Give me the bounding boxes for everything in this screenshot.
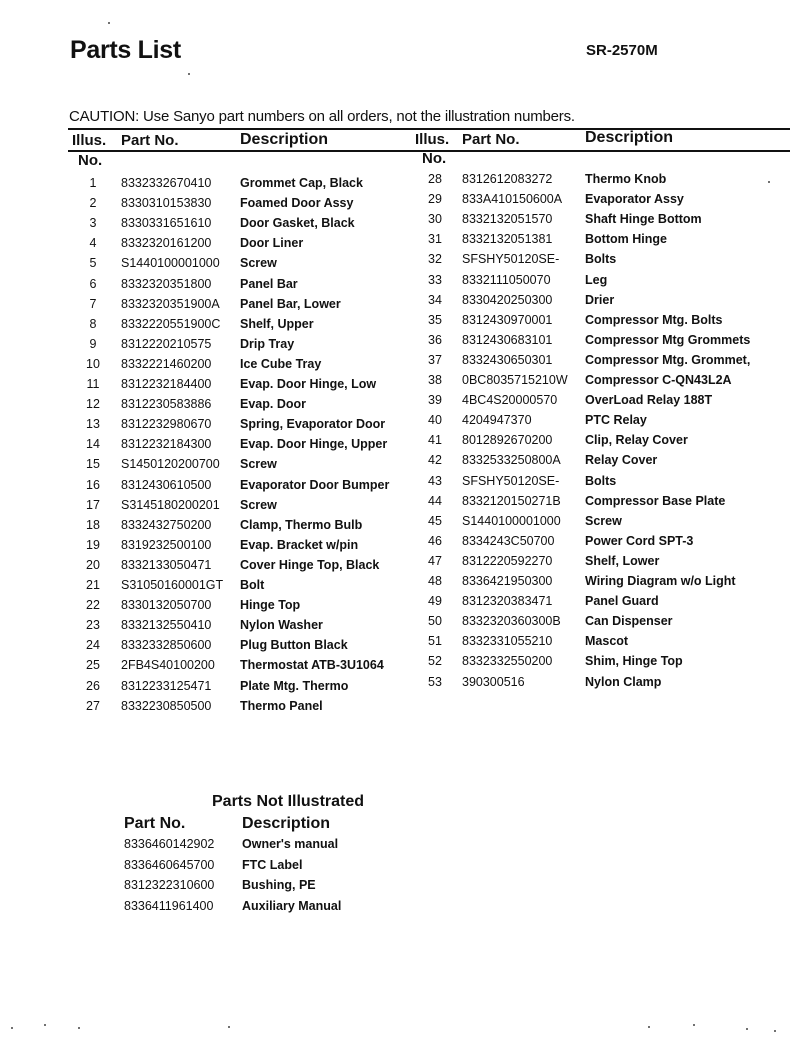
illus-number: 36	[428, 332, 442, 347]
illus-number: 43	[428, 473, 442, 488]
part-description: Nylon Washer	[240, 618, 323, 633]
pni-description: Auxiliary Manual	[242, 898, 342, 913]
part-description: Door Liner	[240, 236, 304, 251]
part-number: 8330420250300	[462, 292, 553, 307]
part-number: 8330132050700	[121, 598, 212, 613]
illus-number: 15	[86, 457, 100, 472]
part-description: Evaporator Door Bumper	[240, 477, 390, 492]
illus-number: 51	[428, 634, 442, 649]
header-illus-left: Illus.	[72, 132, 107, 149]
part-description: Evap. Door Hinge, Low	[240, 377, 377, 391]
illus-number: 47	[428, 553, 442, 568]
table-row	[0, 474, 808, 494]
illus-number: 23	[86, 618, 100, 633]
part-description: Wiring Diagram w/o Light	[585, 574, 736, 588]
table-row	[0, 313, 808, 333]
part-number: 4204947370	[462, 413, 532, 428]
illus-number: 50	[428, 614, 442, 629]
pni-part-number: 8336460645700	[124, 857, 215, 872]
part-number: 8312220210575	[121, 336, 212, 351]
table-row	[0, 273, 808, 293]
header-part-no-right: Part No.	[462, 131, 520, 148]
illus-number: 41	[428, 433, 442, 448]
part-description: Clamp, Thermo Bulb	[240, 517, 363, 532]
part-number: 8332332550200	[462, 654, 553, 669]
scan-speck	[78, 1027, 80, 1029]
illus-number: 6	[89, 276, 97, 291]
part-number: 8332533250800A	[462, 453, 561, 468]
illus-number: 10	[86, 356, 100, 371]
part-description: Nylon Clamp	[585, 674, 662, 689]
table-row	[0, 212, 808, 232]
part-number: 8312232980670	[121, 417, 212, 432]
part-description: Mascot	[585, 634, 629, 649]
pni-description: Owner's manual	[242, 837, 339, 851]
part-number: 8332221460200	[121, 356, 212, 371]
pni-header-description: Description	[242, 815, 331, 832]
part-description: Clip, Relay Cover	[585, 433, 688, 448]
illus-number: 20	[86, 557, 100, 572]
part-number: 8312430970001	[462, 312, 553, 327]
scan-speck	[188, 73, 190, 75]
illus-number: 35	[428, 312, 442, 327]
illus-number: 5	[89, 256, 97, 271]
scan-speck	[774, 1030, 776, 1032]
part-description: Ice Cube Tray	[240, 356, 322, 371]
table-row	[0, 433, 808, 453]
pni-part-number: 8336411961400	[124, 898, 214, 913]
part-description: Compressor C-QN43L2A	[585, 373, 732, 387]
part-description: Panel Bar	[240, 276, 298, 291]
part-description: PTC Relay	[585, 413, 647, 428]
part-number: 8312232184400	[121, 377, 212, 391]
scan-speck	[768, 181, 770, 183]
illus-number: 46	[428, 533, 442, 548]
part-number: 8332120150271B	[462, 493, 561, 508]
part-description: Bolt	[240, 578, 265, 592]
part-number: 8332320351800	[121, 276, 212, 291]
illus-number: 1	[89, 176, 97, 190]
illus-number: 53	[428, 674, 442, 689]
part-description: Spring, Evaporator Door	[240, 417, 386, 432]
list-item	[0, 899, 808, 919]
scan-speck	[44, 1024, 46, 1026]
part-number: 8332320360300B	[462, 614, 561, 629]
part-description: Plate Mtg. Thermo	[240, 678, 349, 693]
table-row	[0, 353, 808, 373]
part-number: 0BC8035715210W	[462, 373, 568, 387]
part-number: 390300516	[462, 674, 525, 689]
part-number: 8312232184300	[121, 437, 212, 452]
part-description: Bolts	[585, 252, 617, 267]
illus-number: 40	[428, 413, 442, 428]
part-description: Can Dispenser	[585, 614, 673, 629]
pni-description: FTC Label	[242, 857, 303, 872]
part-description: Bottom Hinge	[585, 232, 667, 247]
illus-number: 27	[86, 698, 100, 713]
scan-speck	[108, 22, 110, 24]
illus-number: 19	[86, 537, 100, 552]
part-number: 8332331055210	[462, 634, 553, 649]
part-description: Panel Bar, Lower	[240, 296, 341, 311]
illus-number: 49	[428, 594, 442, 609]
part-number: 2FB4S40100200	[121, 658, 215, 673]
part-number: 8332320351900A	[121, 296, 220, 311]
table-row	[0, 192, 808, 212]
table-row	[0, 252, 808, 272]
illus-number: 3	[89, 216, 97, 231]
part-description: Relay Cover	[585, 453, 658, 468]
illus-number: 25	[86, 658, 100, 673]
part-number: 8330331651610	[121, 216, 212, 231]
part-number: S1440100001000	[121, 256, 220, 271]
illus-number: 37	[428, 352, 442, 367]
part-number: 8332332670410	[121, 176, 212, 190]
part-description: Thermo Knob	[585, 172, 667, 186]
part-description: Screw	[240, 457, 277, 472]
illus-number: 32	[428, 252, 442, 267]
part-description: Door Gasket, Black	[240, 216, 355, 231]
table-row	[0, 675, 808, 695]
table-row	[0, 574, 808, 594]
illus-number: 29	[428, 192, 442, 207]
illus-number: 4	[89, 236, 97, 251]
part-number: 8332111050070	[462, 272, 551, 287]
part-number: 8312612083272	[462, 172, 553, 186]
part-description: Thermo Panel	[240, 698, 323, 713]
part-number: S1450120200700	[121, 457, 220, 472]
part-description: Grommet Cap, Black	[240, 176, 363, 190]
part-description: Compressor Mtg Grommets	[585, 332, 751, 347]
header-illus-right: Illus.	[415, 131, 450, 148]
part-number: 8312220592270	[462, 553, 553, 568]
part-number: 8332132550410	[121, 618, 212, 633]
part-description: Bolts	[585, 473, 617, 488]
part-number: 8312320383471	[462, 594, 553, 609]
part-description: Evap. Bracket w/pin	[240, 537, 359, 552]
table-row	[0, 654, 808, 674]
part-description: Hinge Top	[240, 598, 301, 613]
table-top-rule	[68, 128, 790, 130]
part-description: Power Cord SPT-3	[585, 533, 694, 548]
illus-number: 31	[428, 232, 442, 247]
table-row	[0, 293, 808, 313]
part-number: S31050160001GT	[121, 578, 224, 592]
illus-number: 16	[86, 477, 100, 492]
part-description: Drier	[585, 292, 615, 307]
part-number: 833A410150600A	[462, 192, 563, 207]
part-number: 8012892670200	[462, 433, 553, 448]
pni-part-number: 8312322310600	[124, 878, 215, 892]
illus-number: 38	[428, 373, 442, 387]
list-item	[0, 878, 808, 898]
part-description: Foamed Door Assy	[240, 196, 354, 211]
part-description: Shaft Hinge Bottom	[585, 212, 702, 227]
illus-number: 24	[86, 638, 100, 653]
table-row	[0, 333, 808, 353]
table-row	[0, 453, 808, 473]
list-item	[0, 837, 808, 857]
part-description: OverLoad Relay 188T	[585, 393, 713, 408]
part-description: Shim, Hinge Top	[585, 654, 683, 669]
part-number: 8332132051381	[462, 232, 553, 247]
scan-speck	[11, 1027, 13, 1029]
scan-speck	[228, 1026, 230, 1028]
header-no-left: No.	[78, 152, 103, 169]
part-description: Drip Tray	[240, 336, 295, 351]
illus-number: 13	[86, 417, 100, 432]
illus-number: 39	[428, 393, 442, 408]
part-number: 8312430683101	[462, 332, 553, 347]
illus-number: 2	[89, 196, 97, 211]
part-number: 8332220551900C	[121, 316, 221, 331]
illus-number: 11	[86, 377, 100, 391]
illus-number: 52	[428, 654, 442, 669]
part-description: Cover Hinge Top, Black	[240, 557, 380, 572]
part-number: SFSHY50120SE-	[462, 252, 560, 267]
pni-description: Bushing, PE	[242, 878, 316, 892]
part-number: 8312430610500	[121, 477, 212, 492]
part-description: Compressor Base Plate	[585, 493, 726, 508]
illus-number: 28	[428, 172, 442, 186]
illus-number: 33	[428, 272, 442, 287]
part-description: Shelf, Lower	[585, 553, 660, 568]
page-title: Parts List	[70, 36, 181, 64]
illus-number: 12	[86, 397, 100, 412]
part-description: Compressor Mtg. Grommet,	[585, 352, 751, 367]
header-description-left: Description	[240, 131, 329, 148]
table-row	[0, 554, 808, 574]
part-number: 8312230583886	[121, 397, 212, 412]
table-row	[0, 514, 808, 534]
part-description: Screw	[585, 513, 622, 528]
table-row	[0, 634, 808, 654]
table-row	[0, 413, 808, 433]
table-row	[0, 699, 808, 719]
part-number: 8319232500100	[121, 537, 212, 552]
illus-number: 42	[428, 453, 442, 468]
illus-number: 45	[428, 513, 442, 528]
table-row	[0, 494, 808, 514]
pni-header-part-no: Part No.	[124, 815, 186, 832]
part-description: Thermostat ATB-3U1064	[240, 658, 384, 673]
scan-speck	[693, 1024, 695, 1026]
scan-speck	[648, 1026, 650, 1028]
part-number: 8332133050471	[121, 557, 212, 572]
pni-part-number: 8336460142902	[124, 837, 215, 851]
illus-number: 7	[89, 296, 97, 311]
part-description: Screw	[240, 497, 277, 512]
part-number: 8332320161200	[121, 236, 212, 251]
illus-number: 17	[86, 497, 100, 512]
part-number: 8332430650301	[462, 352, 553, 367]
header-no-right: No.	[422, 150, 447, 167]
illus-number: 18	[86, 517, 100, 532]
illus-number: 14	[86, 437, 100, 452]
caution-note: CAUTION: Use Sanyo part numbers on all orders, not the illustration numbers.	[69, 108, 575, 125]
part-description: Plug Button Black	[240, 638, 348, 653]
part-number: 8332132051570	[462, 212, 553, 227]
part-description: Leg	[585, 272, 608, 287]
part-number: 8336421950300	[462, 574, 553, 588]
part-number: 8332230850500	[121, 698, 212, 713]
part-number: 8334243C50700	[462, 533, 555, 548]
part-number: S1440100001000	[462, 513, 561, 528]
part-description: Evaporator Assy	[585, 192, 684, 207]
illus-number: 48	[428, 574, 442, 588]
table-row	[0, 373, 808, 393]
table-row	[0, 594, 808, 614]
part-number: 4BC4S20000570	[462, 393, 558, 408]
table-row	[0, 534, 808, 554]
header-description-right: Description	[585, 129, 674, 146]
illus-number: 8	[89, 316, 97, 331]
part-description: Evap. Door	[240, 397, 306, 412]
illus-number: 44	[428, 493, 442, 508]
illus-number: 22	[86, 598, 100, 613]
part-number: 8332432750200	[121, 517, 212, 532]
illus-number: 26	[86, 678, 100, 693]
illus-number: 21	[86, 578, 100, 592]
part-description: Evap. Door Hinge, Upper	[240, 437, 388, 452]
part-description: Screw	[240, 256, 277, 271]
part-number: SFSHY50120SE-	[462, 473, 560, 488]
parts-not-illustrated-title: Parts Not Illustrated	[212, 793, 365, 810]
illus-number: 9	[89, 336, 97, 351]
table-row	[0, 614, 808, 634]
part-number: S3145180200201	[121, 497, 220, 512]
illus-number: 34	[428, 292, 442, 307]
part-number: 8312233125471	[121, 678, 212, 693]
part-number: 8330310153830	[121, 196, 212, 211]
part-description: Shelf, Upper	[240, 316, 314, 331]
model-number: SR-2570M	[586, 42, 658, 59]
list-item	[0, 858, 808, 878]
table-row	[0, 393, 808, 413]
table-row	[0, 232, 808, 252]
header-part-no-left: Part No.	[121, 132, 179, 149]
part-description: Panel Guard	[585, 594, 659, 609]
table-row	[0, 172, 808, 192]
scan-speck	[746, 1028, 748, 1030]
part-number: 8332332850600	[121, 638, 212, 653]
part-description: Compressor Mtg. Bolts	[585, 312, 723, 327]
illus-number: 30	[428, 212, 442, 227]
